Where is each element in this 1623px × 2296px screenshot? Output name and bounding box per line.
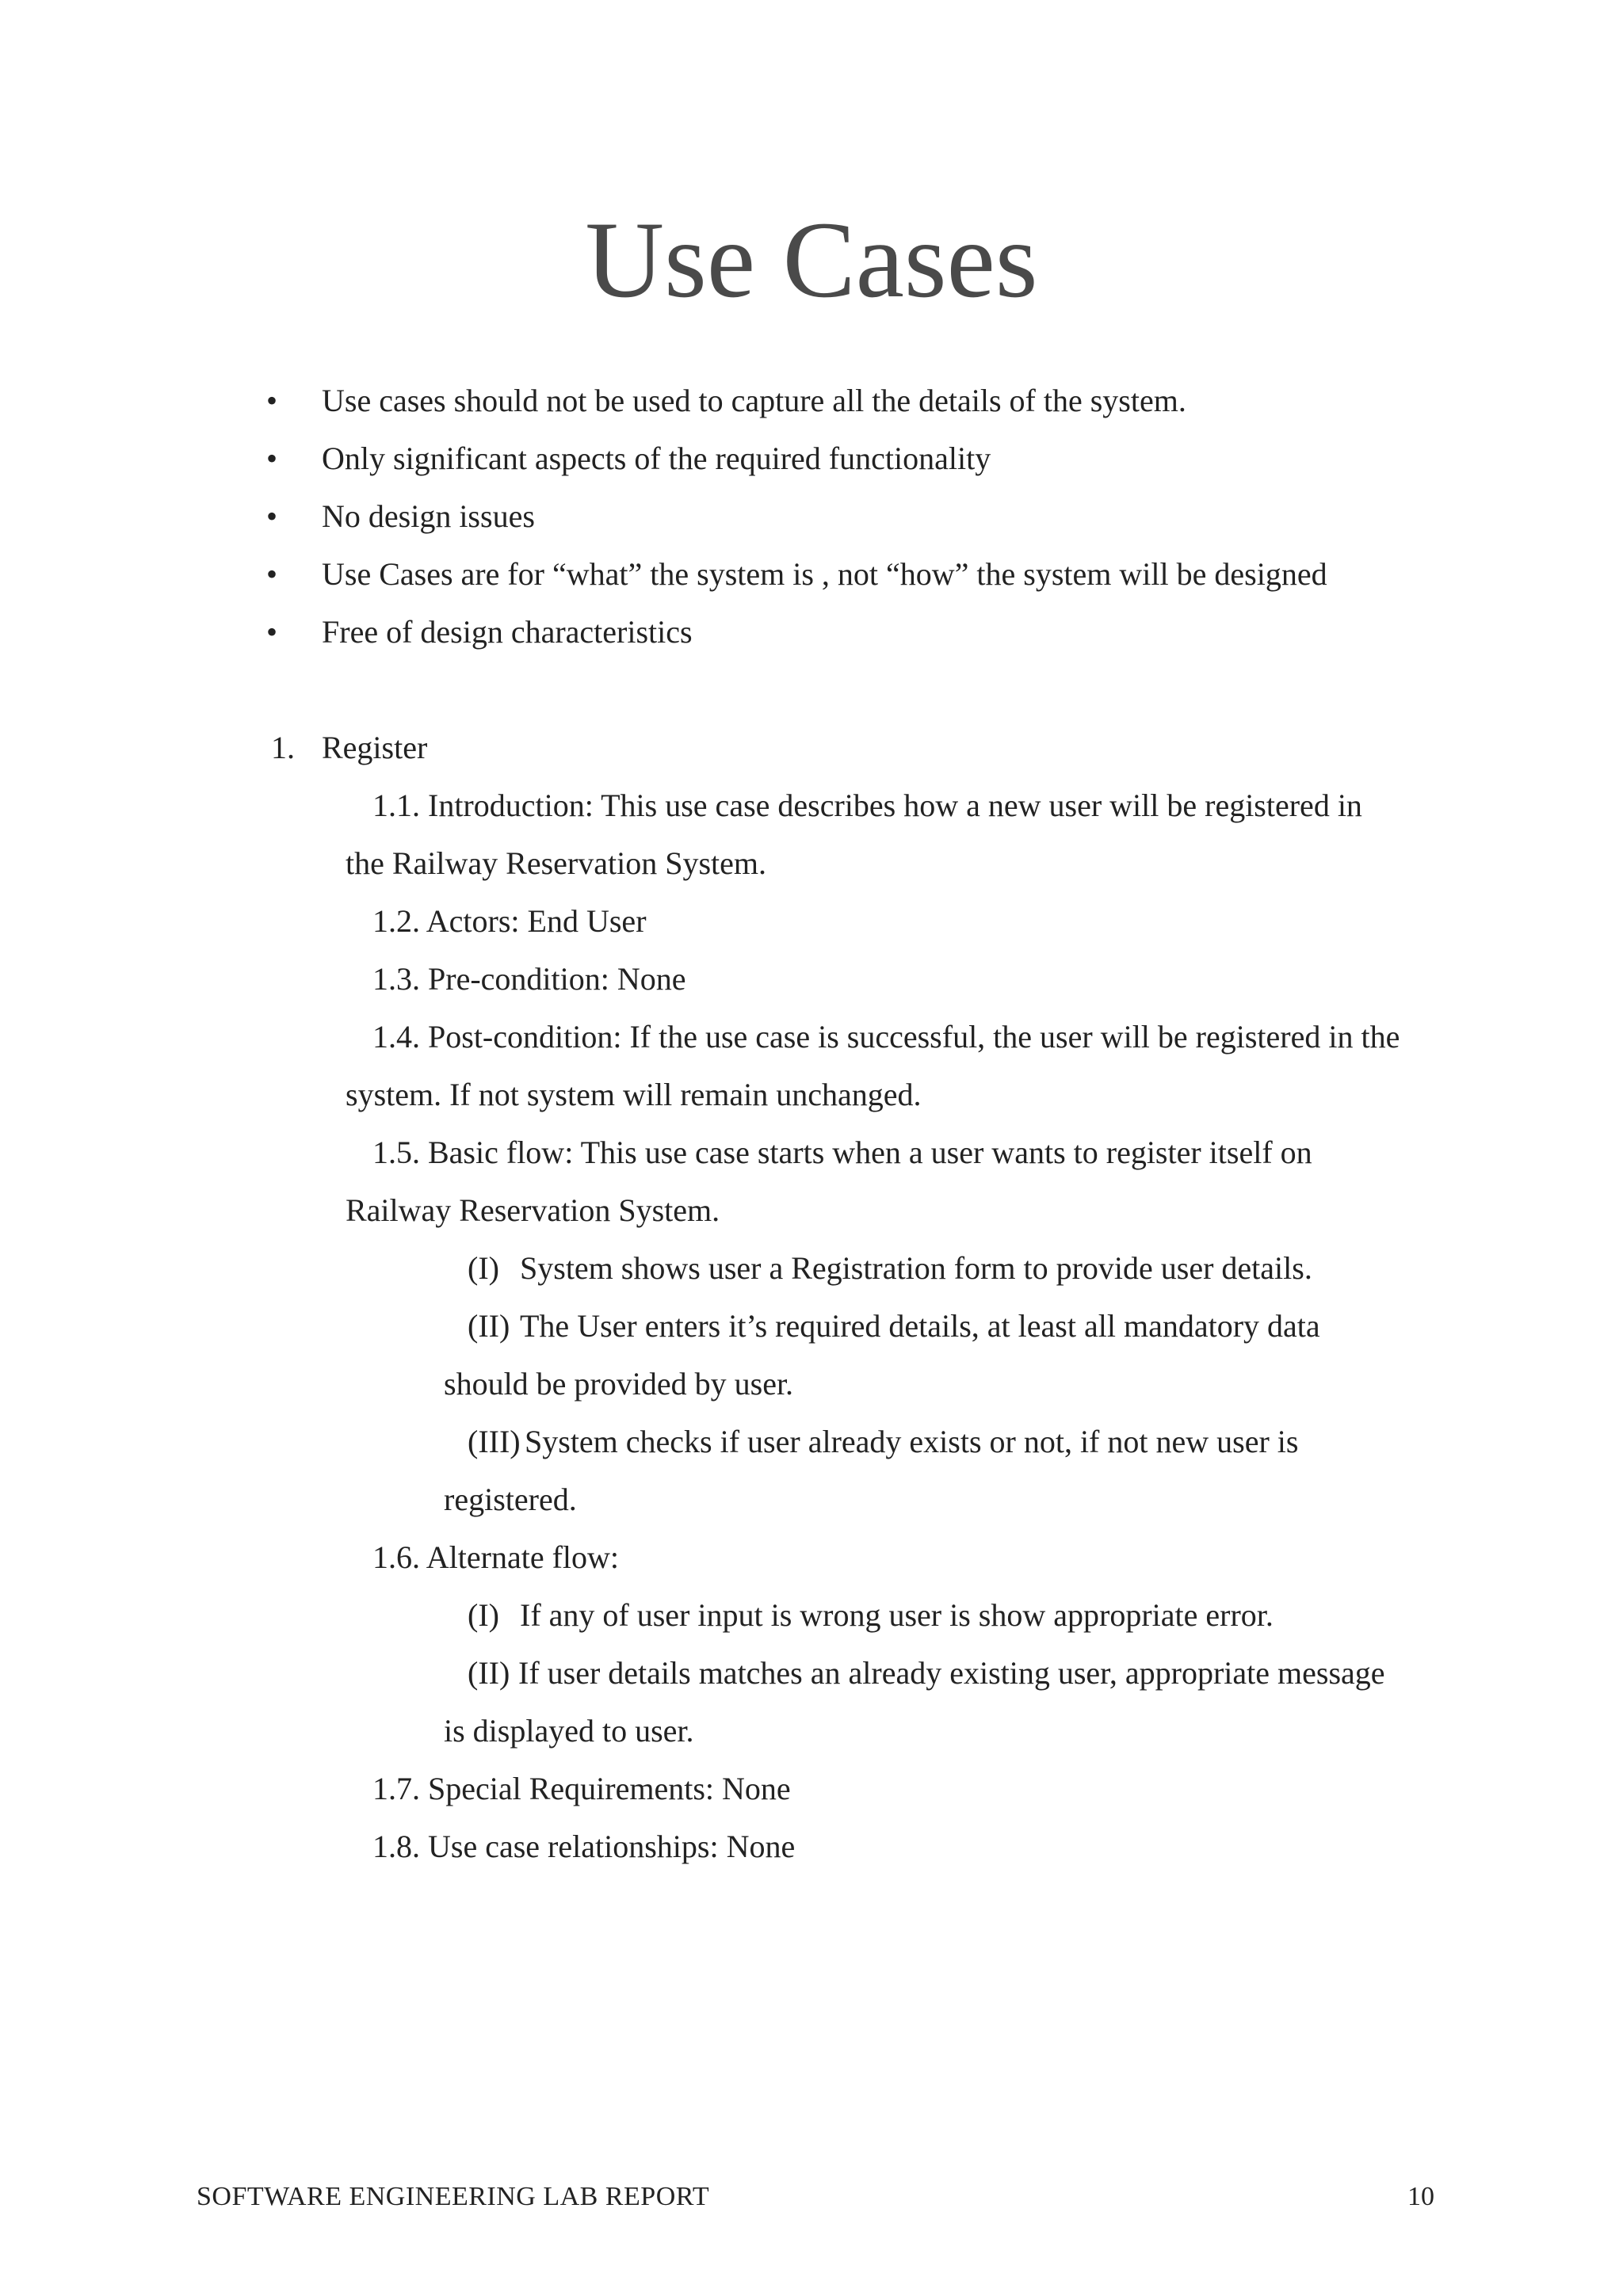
bullet-marker: • <box>266 556 278 592</box>
precondition-line: 1.3. Pre-condition: None <box>372 961 686 997</box>
bullet-marker: • <box>266 383 278 418</box>
section-title: Register <box>322 730 428 765</box>
bullet-item: Use Cases are for “what” the system is , not “how” the system will be designed <box>322 556 1327 592</box>
basic-flow-line: 1.5. Basic flow: This use case starts when a user wants to register itself on <box>372 1135 1312 1170</box>
step-text-continued: should be provided by user. <box>444 1366 794 1402</box>
step-label: (II) <box>468 1308 510 1344</box>
page-number: 10 <box>1407 2182 1434 2211</box>
page-title: Use Cases <box>585 199 1038 320</box>
relationships-line: 1.8. Use case relationships: None <box>372 1829 796 1864</box>
footer-title: SOFTWARE ENGINEERING LAB REPORT <box>197 2182 710 2211</box>
introduction-line-continued: the Railway Reservation System. <box>346 845 767 881</box>
bullet-marker: • <box>266 498 278 534</box>
step-text: System shows user a Registration form to provide user details. <box>520 1250 1312 1286</box>
step-text: System checks if user already exists or not, if not new user is <box>525 1424 1299 1459</box>
step-text-continued: is displayed to user. <box>444 1713 694 1749</box>
step-label: (I) <box>468 1597 499 1633</box>
introduction-line: 1.1. Introduction: This use case describes how a new user will be registered in <box>372 788 1362 823</box>
bullet-item: Only significant aspects of the required functionality <box>322 441 991 476</box>
bullet-marker: • <box>266 441 278 476</box>
postcondition-line-continued: system. If not system will remain unchanged. <box>346 1077 922 1112</box>
alternate-flow-line: 1.6. Alternate flow: <box>372 1539 620 1575</box>
special-requirements-line: 1.7. Special Requirements: None <box>372 1771 791 1806</box>
bullet-item: No design issues <box>322 498 535 534</box>
bullet-item: Use cases should not be used to capture all the details of the system. <box>322 383 1186 418</box>
bullet-item: Free of design characteristics <box>322 614 693 650</box>
step-text-continued: registered. <box>444 1482 577 1517</box>
step-text: If any of user input is wrong user is show appropriate error. <box>520 1597 1274 1633</box>
postcondition-line: 1.4. Post-condition: If the use case is successful, the user will be registered in the <box>372 1019 1400 1055</box>
step-label: (II) <box>468 1655 510 1691</box>
step-text: If user details matches an already existing user, appropriate message <box>518 1655 1385 1691</box>
step-label: (I) <box>468 1250 499 1286</box>
actors-line: 1.2. Actors: End User <box>372 903 647 939</box>
bullet-marker: • <box>266 614 278 650</box>
basic-flow-line-continued: Railway Reservation System. <box>346 1192 720 1228</box>
section-number: 1. <box>271 730 295 765</box>
step-label: (III) <box>468 1424 521 1459</box>
step-text: The User enters it’s required details, at least all mandatory data <box>520 1308 1320 1344</box>
